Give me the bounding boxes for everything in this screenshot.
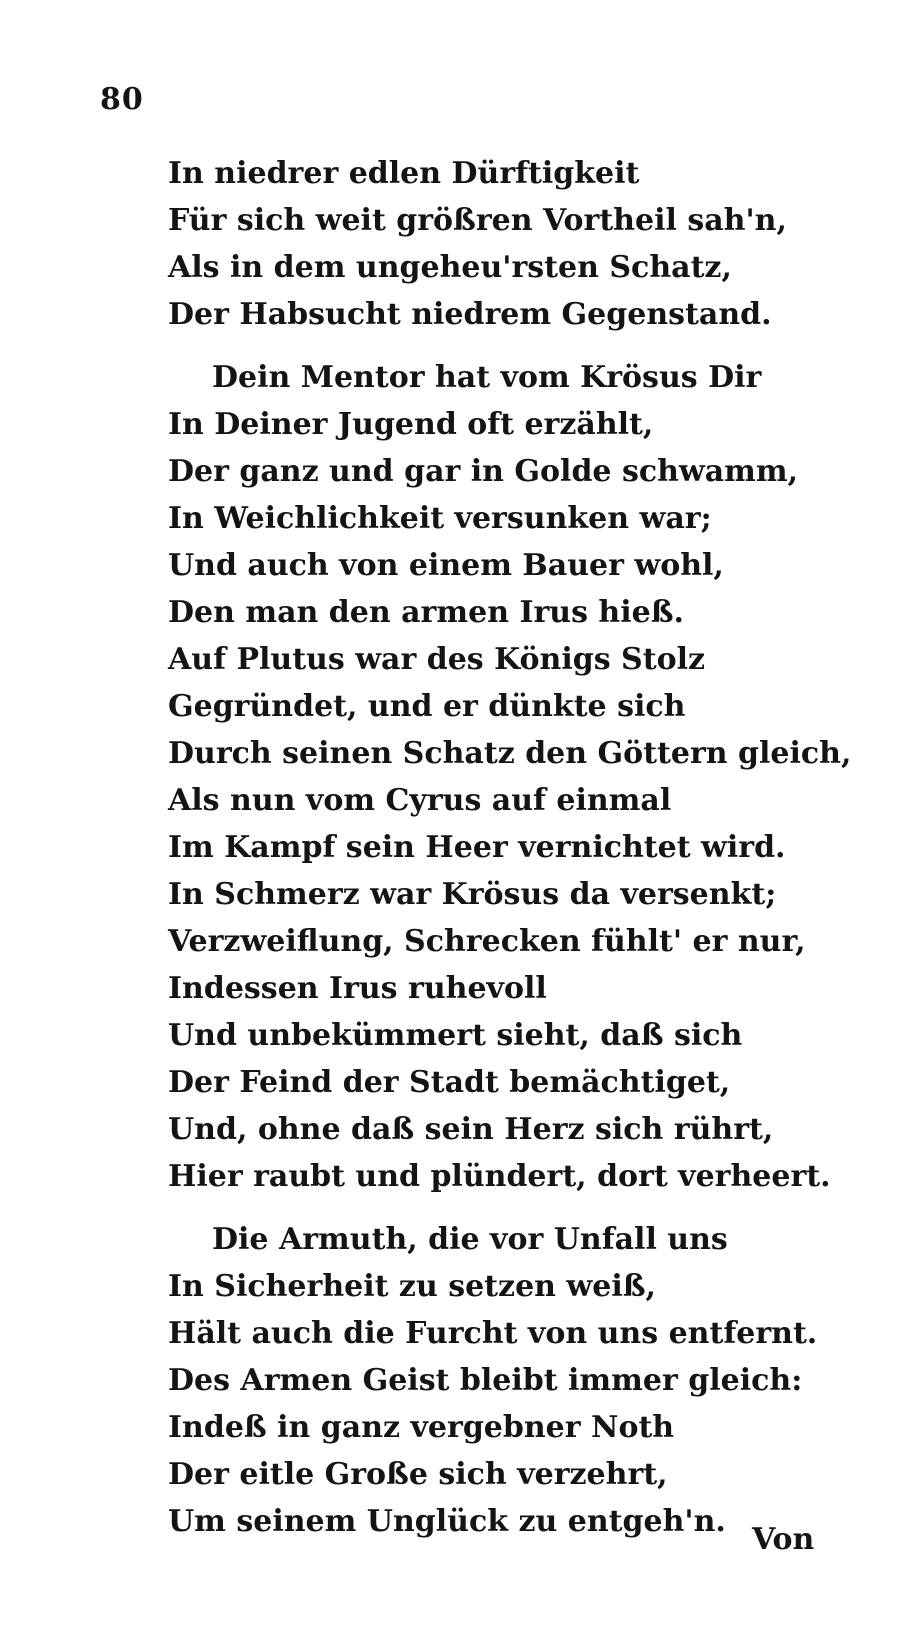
- verse-line: Den man den armen Irus hieß.: [168, 595, 684, 630]
- verse-line: Gegründet, und er dünkte sich: [168, 689, 686, 724]
- verse-line: Auf Plutus war des Königs Stolz: [168, 642, 706, 677]
- verse-line: In Weichlichkeit versunken war;: [168, 501, 712, 536]
- verse-line: Verzweiflung, Schrecken fühlt' er nur,: [168, 924, 806, 959]
- catchword: Von: [752, 1522, 815, 1557]
- verse-line: Indeß in ganz vergebner Noth: [168, 1410, 675, 1445]
- stanza-1: [168, 150, 808, 338]
- verse-line: Und, ohne daß sein Herz sich rührt,: [168, 1112, 774, 1147]
- verse-line: Durch seinen Schatz den Göttern gleich,: [168, 736, 852, 771]
- verse-line: Die Armuth, die vor Unfall uns: [212, 1222, 728, 1257]
- verse-line: Der ganz und gar in Golde schwamm,: [168, 454, 799, 489]
- verse-line: In niedrer edlen Dürftigkeit: [168, 156, 640, 191]
- verse-line: Und unbekümmert sieht, daß sich: [168, 1018, 743, 1053]
- verse-line: In Schmerz war Krösus da versenkt;: [168, 877, 777, 912]
- verse-line: Für sich weit größren Vortheil sah'n,: [168, 203, 787, 238]
- verse-line: Der eitle Große sich verzehrt,: [168, 1457, 668, 1492]
- verse-line: Hält auch die Furcht von uns entfernt.: [168, 1316, 818, 1351]
- verse-line: Im Kampf sein Heer vernichtet wird.: [168, 830, 786, 865]
- verse-line: Als nun vom Cyrus auf einmal: [168, 783, 672, 818]
- verse-line: Der Habsucht niedrem Gegenstand.: [168, 297, 772, 332]
- verse-line: In Sicherheit zu setzen weiß,: [168, 1269, 656, 1304]
- verse-line: Der Feind der Stadt bemächtiget,: [168, 1065, 731, 1100]
- verse-line: Um seinem Unglück zu entgeh'n.: [168, 1504, 726, 1539]
- stanza-2: [168, 354, 852, 1200]
- verse-line: Als in dem ungeheu'rsten Schatz,: [168, 250, 732, 285]
- stanza-3: [168, 1216, 818, 1545]
- verse-line: Dein Mentor hat vom Krösus Dir: [212, 360, 762, 395]
- verse-line: Und auch von einem Bauer wohl,: [168, 548, 724, 583]
- verse-line: Hier raubt und plündert, dort verheert.: [168, 1159, 831, 1194]
- verse-line: Des Armen Geist bleibt immer gleich:: [168, 1363, 803, 1398]
- poem-text: [168, 150, 852, 1545]
- page-number: 80: [100, 82, 144, 117]
- verse-line: In Deiner Jugend oft erzählt,: [168, 407, 654, 442]
- verse-line: Indessen Irus ruhevoll: [168, 971, 547, 1006]
